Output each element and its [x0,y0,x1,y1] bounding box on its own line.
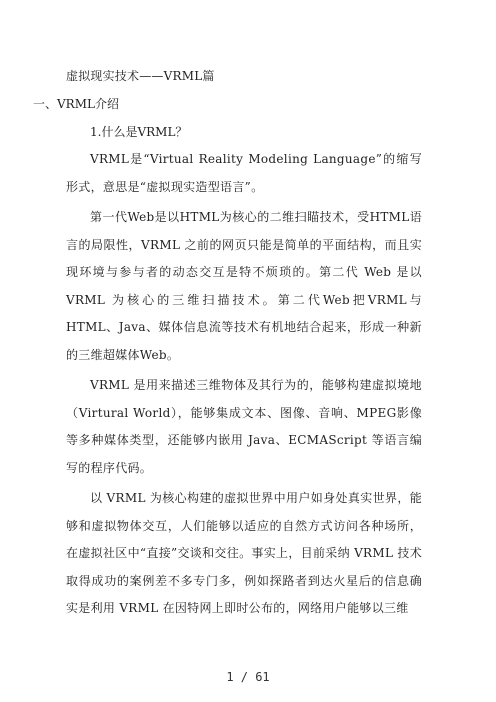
subsection-heading: 1.什么是VRML？ [90,125,188,139]
paragraph: VRML是“Virtual Reality Modeling Language”的缩写形式，意思是“虚拟现实造型语言”。 [66,152,422,194]
document-body [33,62,422,626]
page-indicator: 1 / 61 [226,670,270,684]
paragraph: VRML 是用来描述三维物体及其行为的，能够构建虚拟境地（Virtural World），能够集成文本、图像、音响、MPEG影像等多种媒体类型，还能够内嵌用 Java、ECMAScript 等语言编写的程序代码。 [66,378,422,475]
paragraph: 第一代Web是以HTML为核心的二维扫瞄技术，受HTML语言的局限性，VRML 之前的网页只能是简单的平面结构，而且实现环境与参与者的动态交互是特不烦琐的。第二代 Web 是以 VRML 为核心的三维扫描技术。第二代Web把VRML与HTML、Java、媒体信息流等技术有机地结合起来，形成一种新的三维超媒体Web。 [66,210,422,362]
document-title: 虚拟现实技术——VRML篇 [66,69,215,83]
paragraph: 以 VRML 为核心构建的虚拟世界中用户如身处真实世界，能够和虚拟物体交互，人们能够以适应的自然方式访问各种场所，在虚拟社区中“直接”交谈和交往。事实上，目前采纳 VRML 技术取得成功的案例差不多专门多，例如探路者到达火星后的信息确实是利用 VRML 在因特网上即时公布的，网络用户能够以三维 [66,491,422,615]
section-heading: 一、VRML介绍 [33,97,119,111]
